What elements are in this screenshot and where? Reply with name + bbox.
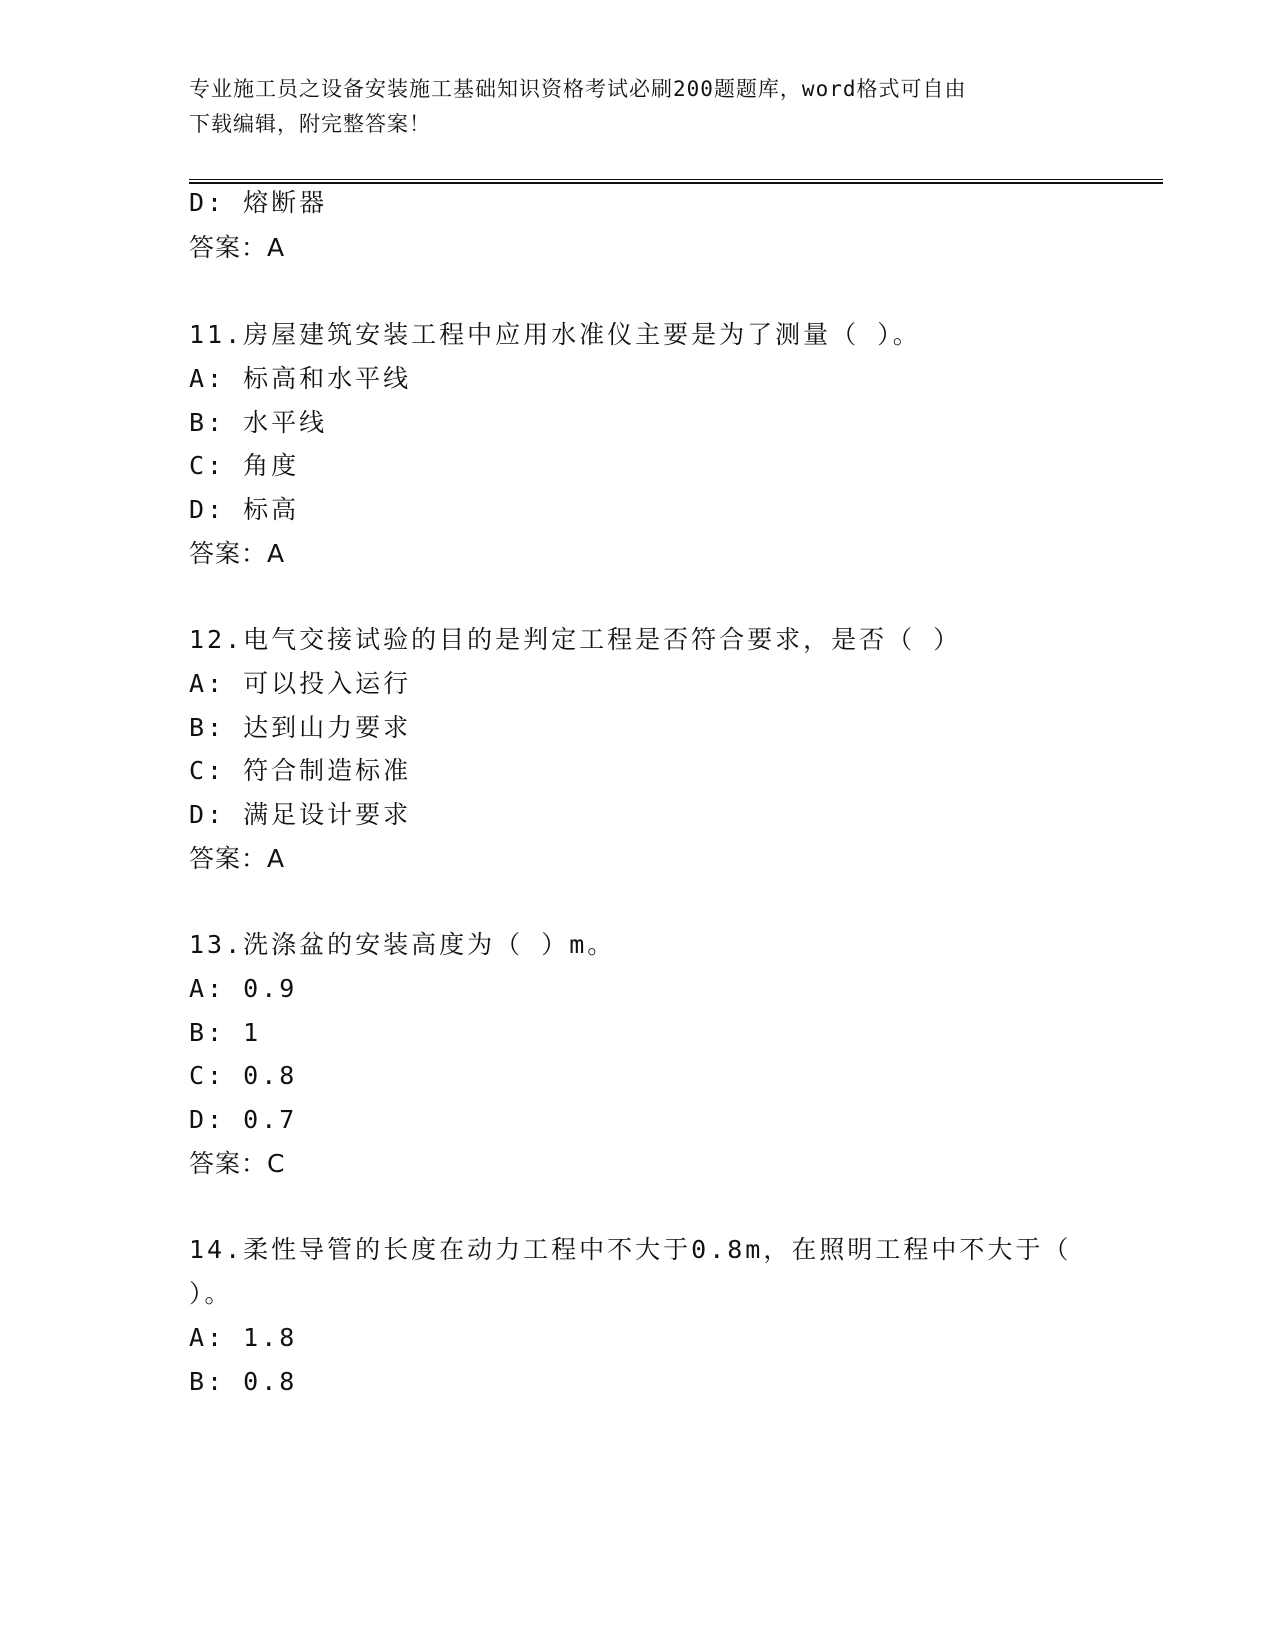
option-a: A: 1.8 — [189, 1323, 298, 1352]
question-stem-line2: ）。 — [189, 1279, 233, 1308]
header-title-line1: 专业施工员之设备安装施工基础知识资格考试必刷200题题库，word格式可自由 — [189, 77, 967, 101]
option-c: C: 符合制造标准 — [189, 756, 412, 785]
question-stem: 11.房屋建筑安装工程中应用水准仪主要是为了测量（ ）。 — [189, 320, 921, 349]
option-b: B: 达到山力要求 — [189, 713, 412, 742]
option-c: C: 角度 — [189, 451, 300, 480]
page-header — [189, 72, 1089, 142]
option-b: B: 0.8 — [189, 1367, 298, 1396]
option-d: D: 熔断器 — [189, 188, 328, 217]
option-d: D: 标高 — [189, 495, 300, 524]
option-a: A: 0.9 — [189, 974, 298, 1003]
option-b: B: 水平线 — [189, 408, 328, 437]
answer: 答案：C — [189, 1149, 286, 1178]
question-stem-line1: 14.柔性导管的长度在动力工程中不大于0.8m，在照明工程中不大于（ — [189, 1235, 1072, 1264]
header-title-line2: 下载编辑，附完整答案！ — [189, 112, 431, 136]
option-b: B: 1 — [189, 1018, 262, 1047]
option-c: C: 0.8 — [189, 1061, 298, 1090]
answer: 答案：A — [189, 844, 286, 873]
option-d: D: 满足设计要求 — [189, 800, 412, 829]
option-a: A: 可以投入运行 — [189, 669, 412, 698]
header-divider — [189, 179, 1163, 184]
option-a: A: 标高和水平线 — [189, 364, 412, 393]
question-stem: 13.洗涤盆的安装高度为（ ）m。 — [189, 930, 616, 959]
answer: 答案：A — [189, 539, 286, 568]
question-stem: 12.电气交接试验的目的是判定工程是否符合要求，是否（ ） — [189, 625, 962, 654]
option-d: D: 0.7 — [189, 1105, 298, 1134]
answer: 答案：A — [189, 233, 286, 262]
